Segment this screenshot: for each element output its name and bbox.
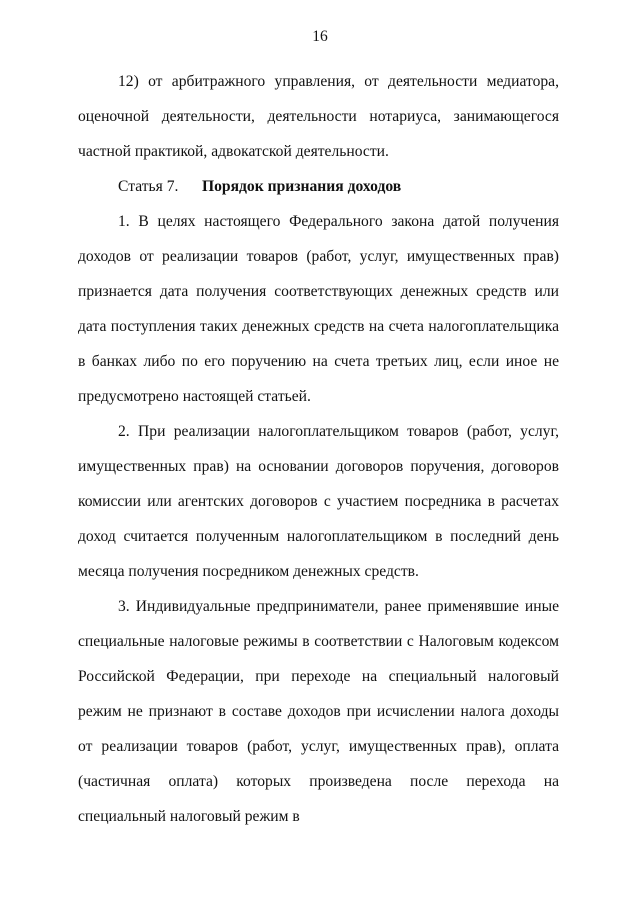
paragraph-3: [78, 589, 559, 834]
article-heading: [78, 169, 559, 204]
document-body: [78, 64, 559, 834]
page-number: 16: [312, 28, 328, 45]
article-title: Порядок признания доходов: [202, 178, 402, 195]
paragraph-1: [78, 204, 559, 414]
paragraph-item-12-text: 12) от арбитражного управления, от деятельности медиатора, оценочной деятельности, деятельности нотариуса, занимающегося частной практикой, адвокатской деятельности.: [78, 73, 559, 160]
paragraph-3-text: 3. Индивидуальные предприниматели, ранее применявшие иные специальные налоговые режимы в соответствии с Налоговым кодексом Российской Федерации, при переходе на специальный налоговый режим не признают в составе доходов при исчислении налога доходы от реализации товаров (работ, услуг, имущественных прав), оплата (частичная оплата) которых произведена после перехода на специальный налоговый режим в: [78, 598, 559, 825]
paragraph-1-text: 1. В целях настоящего Федерального закона датой получения доходов от реализации товаров (работ, услуг, имущественных прав) признается дата получения соответствующих денежных средств или дата поступления таких денежных средств на счета налогоплательщика в банках либо по его поручению на счета третьих лиц, если иное не предусмотрено настоящей статьей.: [78, 213, 559, 405]
paragraph-2-text: 2. При реализации налогоплательщиком товаров (работ, услуг, имущественных прав) на основании договоров поручения, договоров комиссии или агентских договоров с участием посредника в расчетах доход считается полученным налогоплательщиком в последний день месяца получения посредником денежных средств.: [78, 423, 559, 580]
article-number: Статья 7.: [118, 178, 179, 195]
paragraph-item-12: [78, 64, 559, 169]
paragraph-2: [78, 414, 559, 589]
